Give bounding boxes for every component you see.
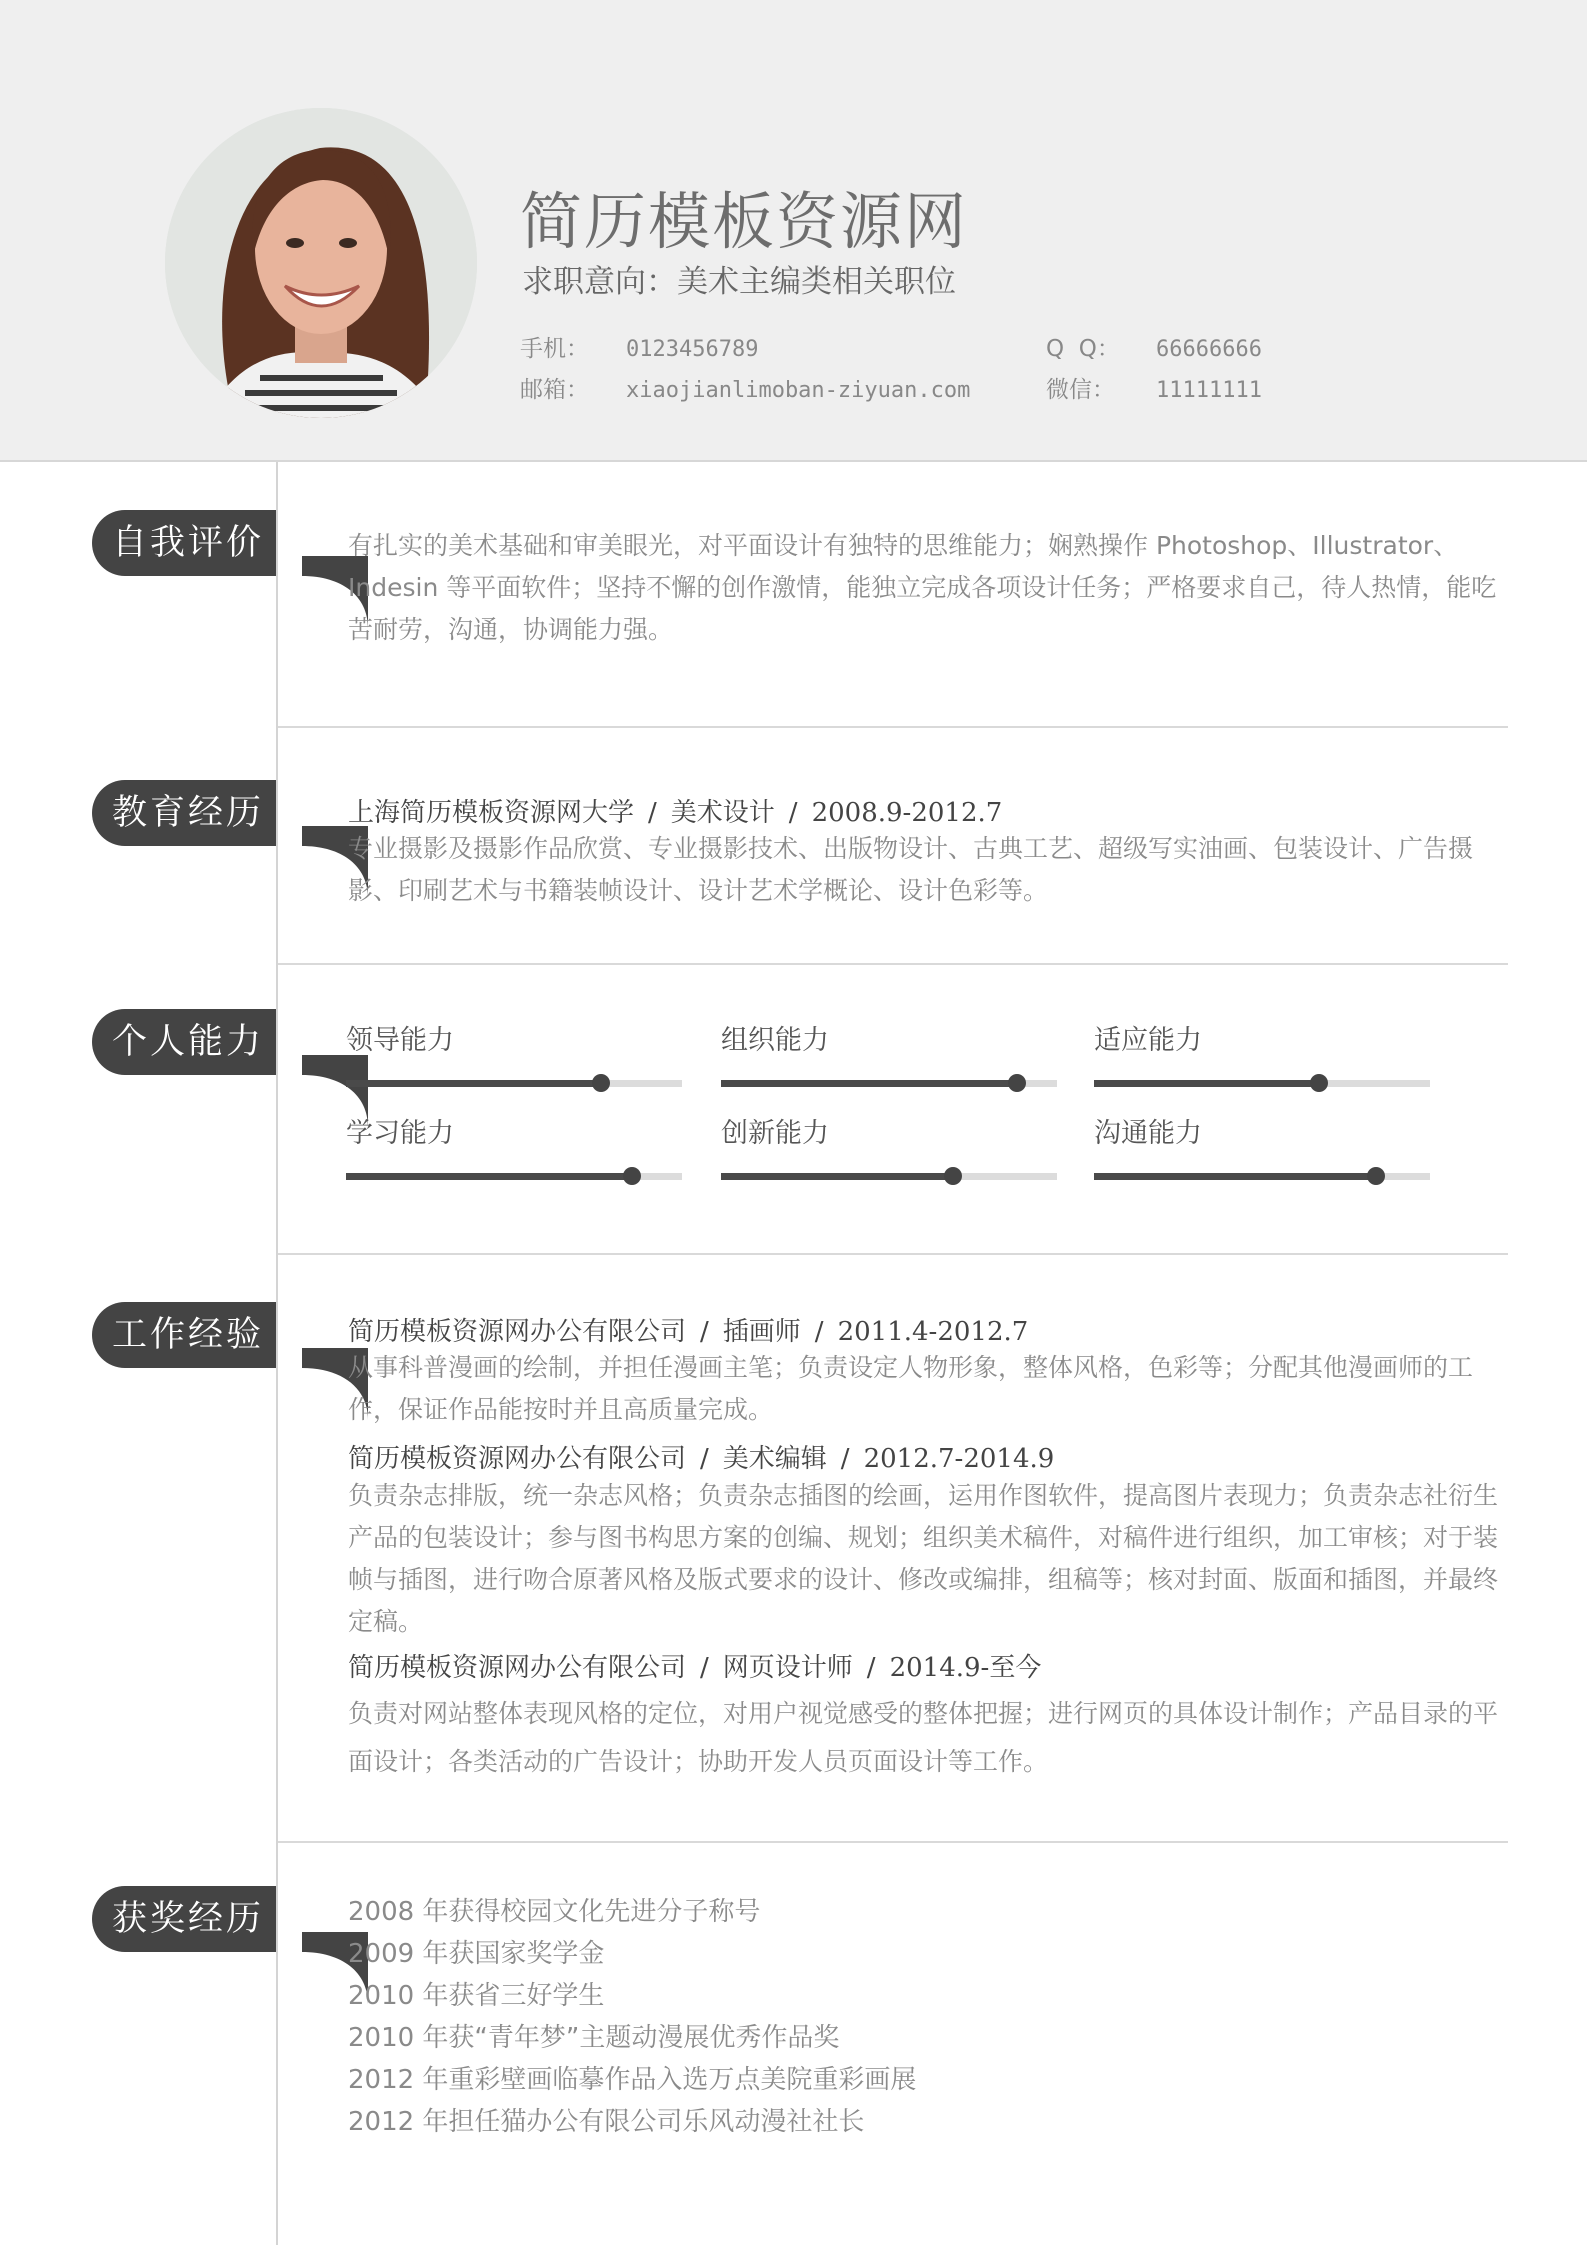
- skill-name: 组织能力: [721, 1025, 829, 1056]
- email-value: xiaojianlimoban-ziyuan.com: [626, 378, 971, 403]
- job-objective: [522, 256, 956, 301]
- skill-bar-fill: [721, 1080, 1017, 1087]
- qq-value: 66666666: [1156, 337, 1262, 362]
- skill-bar-fill: [721, 1173, 953, 1180]
- portrait-illustration: [165, 108, 477, 418]
- skill-item: [346, 1018, 686, 1057]
- job-dates: 2012.7-2014.9: [863, 1444, 1055, 1474]
- skill-bar-track: [1094, 1173, 1430, 1180]
- job-description: 负责对网站整体表现风格的定位，对用户视觉感受的整体把握；进行网页的具体设计制作；产品目录的平面设计；各类活动的广告设计；协助开发人员页面设计等工作。: [348, 1699, 1499, 1776]
- skill-name: 适应能力: [1094, 1025, 1202, 1056]
- section-title-education: 教育经历: [112, 793, 265, 833]
- job-company: 简历模板资源网办公有限公司: [348, 1317, 687, 1347]
- section-title-self: 自我评价: [112, 523, 265, 563]
- job-role: 网页设计师: [722, 1653, 853, 1683]
- job-heading: 简历模板资源网办公有限公司 / 美术编辑 / 2012.7-2014.9: [348, 1444, 1055, 1474]
- skill-bar-knob: [944, 1167, 962, 1185]
- job-heading: 简历模板资源网办公有限公司 / 插画师 / 2011.4-2012.7: [348, 1317, 1029, 1347]
- skill-item: [721, 1111, 1061, 1150]
- award-item: 2010 年获省三好学生: [348, 1981, 605, 2011]
- skill-bar-fill: [346, 1080, 601, 1087]
- skill-item: [1094, 1111, 1434, 1150]
- education-heading: 上海简历模板资源网大学 / 美术设计 / 2008.9-2012.7: [348, 798, 1003, 828]
- award-item: 2012 年担任猫办公有限公司乐风动漫社社长: [348, 2107, 865, 2137]
- objective-label: 求职意向：: [522, 264, 677, 300]
- section-badge-skills: [92, 1009, 276, 1075]
- section-badge-awards: [92, 1886, 276, 1952]
- skill-item: [721, 1018, 1061, 1057]
- job-company: 简历模板资源网办公有限公司: [348, 1653, 687, 1683]
- phone-label: 手机：: [520, 336, 589, 362]
- skill-bar-knob: [1310, 1074, 1328, 1092]
- section-title-skills: 个人能力: [112, 1022, 265, 1062]
- award-item: 2010 年获“青年梦”主题动漫展优秀作品奖: [348, 2023, 840, 2053]
- job-company: 简历模板资源网办公有限公司: [348, 1444, 687, 1474]
- section-divider: [278, 1253, 1508, 1255]
- skill-name: 沟通能力: [1094, 1118, 1202, 1149]
- objective-value: 美术主编类相关职位: [677, 264, 956, 300]
- section-divider: [278, 963, 1508, 965]
- job-dates: 2011.4-2012.7: [837, 1317, 1029, 1347]
- skill-bar-track: [721, 1173, 1057, 1180]
- job-description: 负责杂志排版，统一杂志风格；负责杂志插图的绘画，运用作图软件，提高图片表现力；负责杂志社衍生产品的包装设计；参与图书构思方案的创编、规划；组织美术稿件，对稿件进行组织，加工审核；对于装帧与插图，进行吻合原著风格及版式要求的设计、修改或编排，组稿等；核对封面、版面和插图，并最终定稿。: [348, 1481, 1499, 1636]
- award-item: 2012 年重彩壁画临摹作品入选万点美院重彩画展: [348, 2065, 917, 2095]
- email-label: 邮箱：: [520, 377, 589, 403]
- skill-bar-track: [721, 1080, 1057, 1087]
- award-item: 2008 年获得校园文化先进分子称号: [348, 1897, 761, 1927]
- skill-bar-knob: [623, 1167, 641, 1185]
- section-divider: [278, 726, 1508, 728]
- skill-name: 学习能力: [346, 1118, 454, 1149]
- phone-value: 0123456789: [626, 337, 759, 362]
- job-role: 美术编辑: [722, 1444, 827, 1474]
- section-badge-education: [92, 780, 276, 846]
- education-courses-text: 专业摄影及摄影作品欣赏、专业摄影技术、出版物设计、古典工艺、超级写实油画、包装设计、广告摄影、印刷艺术与书籍装帧设计、设计艺术学概论、设计色彩等。: [348, 834, 1474, 905]
- job-role: 插画师: [722, 1317, 801, 1347]
- skill-bar-fill: [346, 1173, 632, 1180]
- school-name: 上海简历模板资源网大学: [348, 798, 635, 828]
- wechat-value: 11111111: [1156, 378, 1262, 403]
- contact-wechat: [1046, 371, 1262, 404]
- candidate-name: 简历模板资源网: [520, 185, 969, 258]
- skill-item: [346, 1111, 686, 1150]
- skill-bar-track: [346, 1080, 682, 1087]
- education-dates: 2008.9-2012.7: [811, 798, 1003, 828]
- section-badge-work: [92, 1302, 276, 1368]
- profile-photo: [165, 108, 477, 418]
- qq-label: Q Q：: [1046, 336, 1120, 362]
- contact-email: [520, 371, 970, 404]
- job-description: 从事科普漫画的绘制，并担任漫画主笔；负责设定人物形象，整体风格，色彩等；分配其他漫画师的工作，保证作品能按时并且高质量完成。: [348, 1353, 1474, 1424]
- major-name: 美术设计: [670, 798, 775, 828]
- job-dates: 2014.9-至今: [889, 1653, 1042, 1683]
- contact-phone: [520, 330, 758, 363]
- job-heading: 简历模板资源网办公有限公司 / 网页设计师 / 2014.9-至今: [348, 1653, 1042, 1683]
- skill-bar-track: [1094, 1080, 1430, 1087]
- skill-bar-knob: [1008, 1074, 1026, 1092]
- skill-bar-fill: [1094, 1173, 1376, 1180]
- resume-header: [0, 0, 1587, 462]
- contact-qq: [1046, 330, 1262, 363]
- section-badge-self: [92, 510, 276, 576]
- wechat-label: 微信：: [1046, 377, 1115, 403]
- section-title-work: 工作经验: [112, 1315, 265, 1355]
- skill-item: [1094, 1018, 1434, 1057]
- skill-bar-fill: [1094, 1080, 1319, 1087]
- self-evaluation-text: 有扎实的美术基础和审美眼光，对平面设计有独特的思维能力；娴熟操作 Photoshop、Illustrator、Indesin 等平面软件；坚持不懈的创作激情，能独立完成各项设计任务；严格要求自己，待人热情，能吃苦耐劳，沟通，协调能力强。: [348, 531, 1497, 644]
- skill-bar-knob: [1367, 1167, 1385, 1185]
- section-title-awards: 获奖经历: [112, 1899, 265, 1939]
- skill-bar-knob: [592, 1074, 610, 1092]
- award-item: 2009 年获国家奖学金: [348, 1939, 605, 1969]
- skill-name: 创新能力: [721, 1118, 829, 1149]
- skill-bar-track: [346, 1173, 682, 1180]
- skill-name: 领导能力: [346, 1025, 454, 1056]
- timeline-line: [276, 462, 278, 2245]
- section-divider: [278, 1841, 1508, 1843]
